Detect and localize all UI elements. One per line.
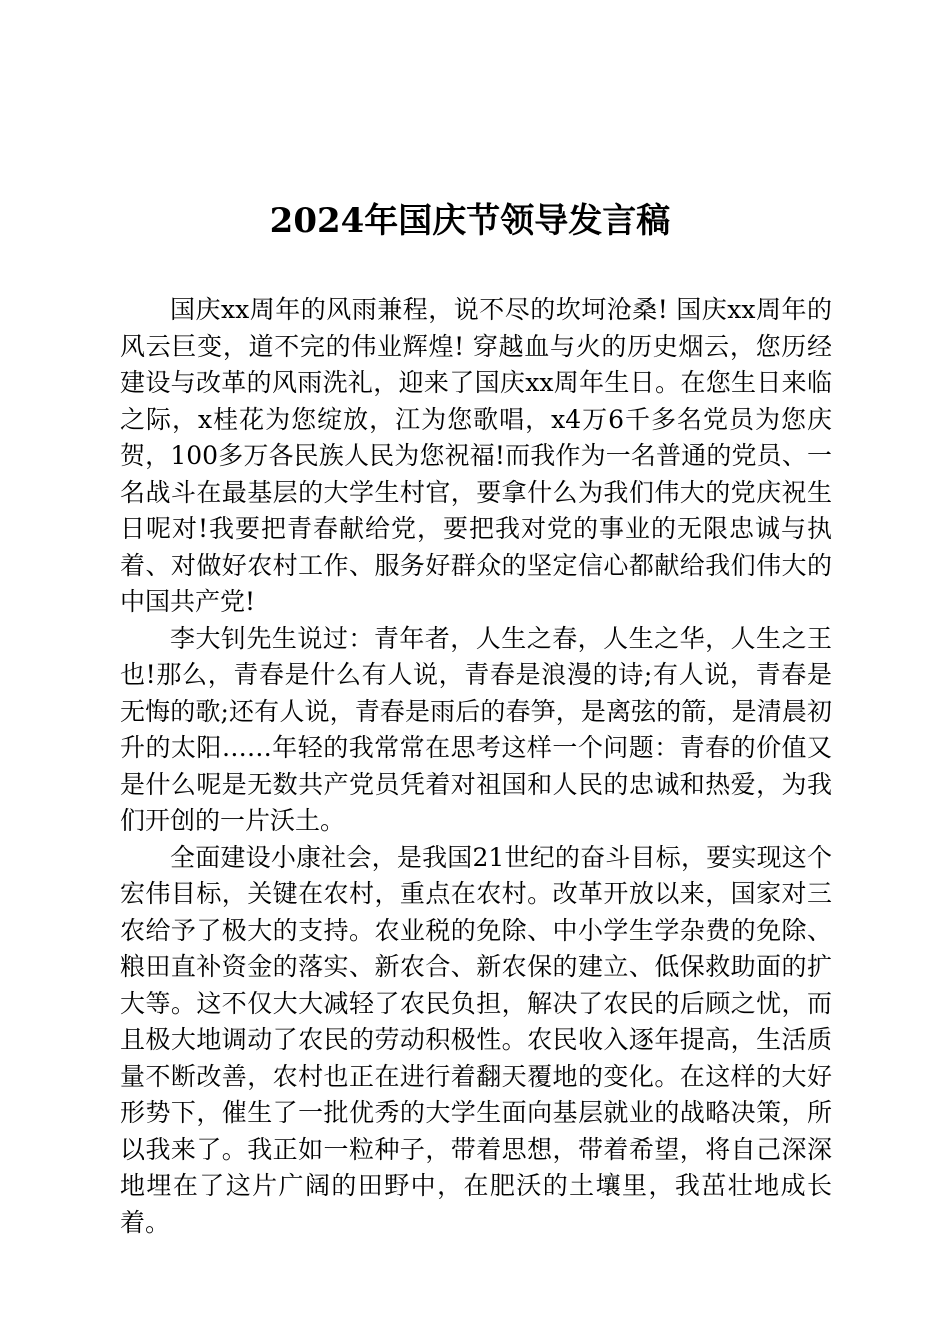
document-body — [120, 292, 832, 1241]
paragraph-2: 李大钊先生说过：青年者，人生之春，人生之华，人生之王也!那么，青春是什么有人说，青春是浪漫的诗;有人说，青春是无悔的歌;还有人说，青春是雨后的春笋，是离弦的箭，是清晨初升的太阳……年轻的我常常在思考这样一个问题：青春的价值又是什么呢是无数共产党员凭着对祖国和人民的忠诚和热爱，为我们开创的一片沃土。 — [120, 623, 832, 835]
document-title: 2024年国庆节领导发言稿 — [269, 201, 671, 241]
paragraph-1: 国庆xx周年的风雨兼程，说不尽的坎坷沧桑! 国庆xx周年的风云巨变，道不完的伟业辉煌! 穿越血与火的历史烟云，您历经建设与改革的风雨洗礼，迎来了国庆xx周年生日。在您生日来临之际，x桂花为您绽放，江为您歌唱，x4万6千多名党员为您庆贺，100多万各民族人民为您祝福!而我作为一名普通的党员、一名战斗在最基层的大学生村官，要拿什么为我们伟大的党庆祝生日呢对!我要把青春献给党，要把我对党的事业的无限忠诚与执着、对做好农村工作、服务好群众的坚定信心都献给我们伟大的中国共产党! — [120, 295, 832, 616]
paragraph-3: 全面建设小康社会，是我国21世纪的奋斗目标，要实现这个宏伟目标，关键在农村，重点在农村。改革开放以来，国家对三农给予了极大的支持。农业税的免除、中小学生学杂费的免除、粮田直补资金的落实、新农合、新农保的建立、低保救助面的扩大等。这不仅大大减轻了农民负担，解决了农民的后顾之忧，而且极大地调动了农民的劳动积极性。农民收入逐年提高，生活质量不断改善，农村也正在进行着翻天覆地的变化。在这样的大好形势下，催生了一批优秀的大学生面向基层就业的战略决策，所以我来了。我正如一粒种子，带着思想，带着希望，将自己深深地埋在了这片广阔的田野中，在肥沃的土壤里，我茁壮地成长着。 — [120, 842, 832, 1237]
